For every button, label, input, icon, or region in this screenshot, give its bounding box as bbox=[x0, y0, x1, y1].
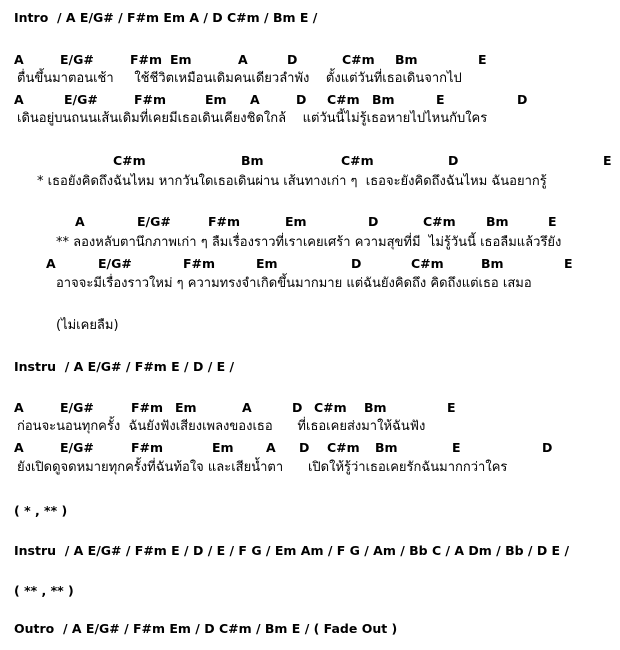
chorus2-note: (ไม่เคยลืม) bbox=[56, 318, 119, 333]
chord: C#m bbox=[411, 256, 444, 271]
outro-line: Outro / A E/G# / F#m Em / D C#m / Bm E / ( Fade Out ) bbox=[14, 621, 398, 636]
chord: A bbox=[14, 400, 24, 415]
chord: Bm bbox=[372, 92, 395, 107]
chord: C#m bbox=[342, 52, 375, 67]
chord: D bbox=[448, 153, 459, 168]
instru2-line: Instru / A E/G# / F#m E / D / E / F G / Em Am / F G / Am / Bb C / A Dm / Bb / D E / bbox=[14, 543, 570, 558]
chord: F#m bbox=[183, 256, 216, 271]
chord: Bm bbox=[395, 52, 418, 67]
chord: Em bbox=[256, 256, 278, 271]
chord: Bm bbox=[375, 440, 398, 455]
chord: C#m bbox=[341, 153, 374, 168]
chord: Bm bbox=[241, 153, 264, 168]
chord: A bbox=[14, 52, 24, 67]
chord: Em bbox=[212, 440, 234, 455]
chorus1-lyric: * เธอยังคิดถึงฉันไหม หากวันใดเธอเดินผ่าน เส้นทางเก่า ๆ เธอจะยังคิดถึงฉันไหม ฉันอยากรู้ bbox=[37, 174, 547, 189]
chord: Bm bbox=[486, 214, 509, 229]
chord: A bbox=[266, 440, 276, 455]
chord: E/G# bbox=[60, 440, 94, 455]
verse2-lyric-2: ยังเปิดดูจดหมายทุกครั้งที่ฉันท้อใจ และเสียน้ำตา เปิดให้รู้ว่าเธอเคยรักฉันมากกว่าใคร bbox=[17, 460, 508, 475]
verse2-lyric-1: ก่อนจะนอนทุกครั้ง ฉันยังฟังเสียงเพลงของเธอ ที่เธอเคยส่งมาให้ฉันฟัง bbox=[17, 419, 426, 434]
chord: D bbox=[368, 214, 379, 229]
chord: E/G# bbox=[60, 400, 94, 415]
chord: A bbox=[14, 440, 24, 455]
chord: C#m bbox=[423, 214, 456, 229]
chord: F#m bbox=[131, 440, 164, 455]
verse1-lyric-1: ตื่นขึ้นมาตอนเช้า ใช้ชีวิตเหมือนเดิมคนเดียวลำพัง ตั้งแต่วันที่เธอเดินจากไป bbox=[17, 71, 462, 86]
chord: E/G# bbox=[60, 52, 94, 67]
chord: D bbox=[517, 92, 528, 107]
chord: E/G# bbox=[64, 92, 98, 107]
chord: F#m bbox=[131, 400, 164, 415]
intro-line: Intro / A E/G# / F#m Em A / D C#m / Bm E / bbox=[14, 10, 318, 25]
chorus2-lyric-2: อาจจะมีเรื่องราวใหม่ ๆ ความทรงจำเกิดขึ้นมากมาย แต่ฉันยังคิดถึง คิดถึงแต่เธอ เสมอ bbox=[56, 276, 532, 291]
chord: A bbox=[250, 92, 260, 107]
chord: F#m bbox=[208, 214, 241, 229]
chord: C#m bbox=[113, 153, 146, 168]
chord: C#m bbox=[327, 440, 360, 455]
chorus2-lyric-1: ** ลองหลับตานึกภาพเก่า ๆ ลืมเรื่องราวที่เราเคยเศร้า ความสุขที่มี ไม่รู้วันนี้ เธอลืมแล้วรึยัง bbox=[56, 235, 562, 250]
chord: D bbox=[351, 256, 362, 271]
chord: D bbox=[542, 440, 553, 455]
chord: Bm bbox=[481, 256, 504, 271]
chord: E bbox=[452, 440, 461, 455]
chord: A bbox=[242, 400, 252, 415]
verse1-lyric-2: เดินอยู่บนถนนเส้นเดิมที่เคยมีเธอเดินเคียงชิดใกล้ แต่วันนี้ไม่รู้เธอหายไปไหนกับใคร bbox=[17, 111, 488, 126]
chord: Em bbox=[205, 92, 227, 107]
chord: A bbox=[14, 92, 24, 107]
chord: D bbox=[296, 92, 307, 107]
chord: A bbox=[75, 214, 85, 229]
chord: Em bbox=[175, 400, 197, 415]
instru1-line: Instru / A E/G# / F#m E / D / E / bbox=[14, 359, 235, 374]
chord: E bbox=[436, 92, 445, 107]
chord: E bbox=[548, 214, 557, 229]
chord: Em bbox=[285, 214, 307, 229]
repeat2-line: ( ** , ** ) bbox=[14, 583, 74, 598]
chord: C#m bbox=[314, 400, 347, 415]
chord: E bbox=[478, 52, 487, 67]
chord: D bbox=[292, 400, 303, 415]
chord: Em bbox=[170, 52, 192, 67]
chord: E bbox=[447, 400, 456, 415]
chord: E/G# bbox=[137, 214, 171, 229]
chord: D bbox=[299, 440, 310, 455]
chord: D bbox=[287, 52, 298, 67]
chord: A bbox=[238, 52, 248, 67]
chord: C#m bbox=[327, 92, 360, 107]
chord: E/G# bbox=[98, 256, 132, 271]
chord: Bm bbox=[364, 400, 387, 415]
chord: A bbox=[46, 256, 56, 271]
chord: F#m bbox=[134, 92, 167, 107]
chord: E bbox=[603, 153, 612, 168]
repeat1-line: ( * , ** ) bbox=[14, 503, 68, 518]
chord: F#m bbox=[130, 52, 163, 67]
chord: E bbox=[564, 256, 573, 271]
